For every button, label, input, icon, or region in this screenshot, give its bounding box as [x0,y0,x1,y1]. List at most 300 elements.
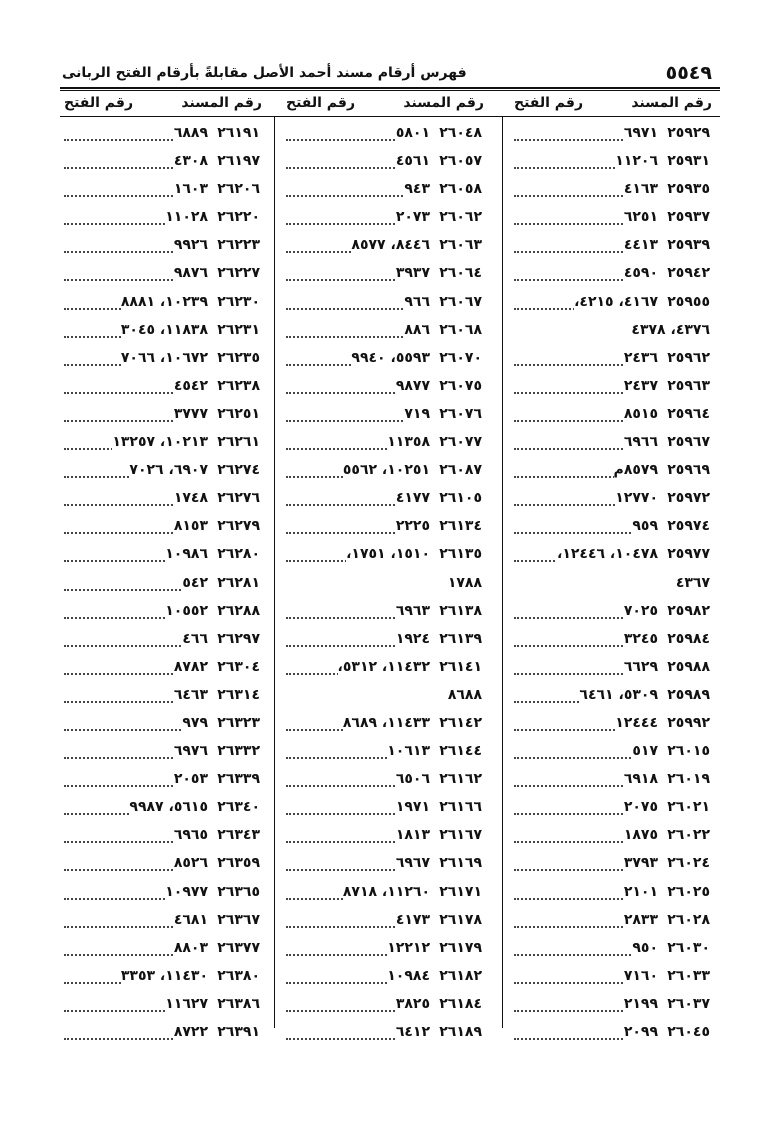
fath-number: ١١٤٣٢، ٥٣١٢، [337,658,430,675]
index-entry [508,457,720,485]
fath-number: ٩٩٢٦ [173,237,208,254]
index-entry [280,120,492,148]
fath-cell [286,799,430,815]
fath-number: ٦٥٠٦ [395,771,430,788]
index-entry [508,682,720,710]
fath-number: ٤٥٦١ [395,153,430,170]
fath-number: ٤٦٨١ [173,911,208,928]
index-entry [58,401,270,429]
index-entry [280,822,492,850]
index-entry [280,289,492,317]
musnad-number: ٢٦٠٤٨ [439,125,482,141]
fath-number: ٥٥٩٣، ٩٩٤٠ [351,349,430,366]
fath-cell [286,294,430,310]
fath-number: ٦٦٢٩ [623,658,658,675]
fath-cell [286,827,430,843]
index-entry [508,317,720,345]
musnad-number: ٢٦٠١٥ [667,743,710,760]
index-rows [280,120,492,1047]
index-entry [58,794,270,822]
fath-number: ٥٤٢ [182,574,208,591]
index-entry [280,879,492,907]
fath-cell [64,743,208,759]
fath-cell [64,125,208,141]
fath-cell [64,968,208,984]
musnad-number: ٢٦٠٧٠ [439,349,482,366]
fath-number: ٦٩٦٥ [173,827,208,844]
musnad-number: ٢٦٢٢٠ [217,209,260,226]
fath-cell [286,462,430,478]
fath-number: ٩٧٩ [182,714,208,731]
musnad-number: ٢٦٣٣٢ [217,743,260,760]
fath-number: ٢٢٢٥ [395,518,430,535]
musnad-number: ٢٦٠٢٥ [667,883,710,900]
index-entry [280,541,492,569]
running-title: فهرس أرقام مسند أحمد الأصل مقابلةً بأرقام الفتح الربانى [62,65,467,81]
index-entry [508,373,720,401]
index-entry [280,232,492,260]
page-number: ٥٥٤٩ [665,62,712,84]
musnad-header: رقم المسند [403,95,484,111]
fath-number: ٦٩٠٧، ٧٠٢٦ [129,462,208,479]
fath-number: ١٠٢٥١، ٥٥٦٢ [342,462,430,479]
fath-cell [286,715,430,731]
index-entry [280,598,492,626]
musnad-number: ٢٦٠٣٣ [667,967,710,984]
fath-cell [64,462,208,478]
fath-cell [64,378,208,394]
fath-cell [64,209,208,225]
fath-number: ٦٩٦٧ [395,855,430,872]
fath-number: ٦٩٦٦ [623,434,658,451]
index-entry [280,794,492,822]
musnad-number: ٢٥٩٩٢ [667,714,710,731]
fath-cell [64,490,208,506]
musnad-number: ٢٥٩٦٢ [667,349,710,366]
index-entry [58,626,270,654]
musnad-number: ٢٥٩٥٥ [667,293,710,310]
index-entry [58,991,270,1019]
index-entry [280,373,492,401]
musnad-number: ٢٦٠٢٢ [667,827,710,844]
musnad-number: ٢٦٠٤٥ [667,1024,710,1040]
musnad-number: ٢٦٣٨٠ [217,967,260,984]
fath-cell [64,1024,208,1040]
musnad-number: ٢٦٠٢٤ [667,855,710,872]
fath-cell [64,546,208,562]
fath-cell [64,237,208,253]
fath-number: ١٨٧٥ [623,827,658,844]
fath-cell [514,209,658,225]
fath-cell [286,406,430,422]
musnad-number: ٢٦٠٨٧ [439,462,482,479]
fath-cell [286,350,430,366]
musnad-number: ٢٦١٦٧ [439,827,482,844]
index-entry [58,654,270,682]
fath-number: ١٨١٣ [395,827,430,844]
fath-header: رقم الفتح [286,95,356,111]
fath-number: ١٢٧٧٠ [615,490,658,507]
fath-cell [286,490,430,506]
musnad-number: ٢٦١٨٢ [439,967,482,984]
fath-cell [286,771,430,787]
index-entry [58,598,270,626]
musnad-number: ٢٦١٧١ [439,883,482,900]
fath-number: ٨٤٤٦، ٨٥٧٧ [351,237,430,254]
fath-cell [286,518,430,534]
index-entry [508,654,720,682]
musnad-number: ٢٥٩٧٢ [667,490,710,507]
index-entry [508,401,720,429]
musnad-number: ٢٦٢٣٥ [217,349,260,366]
fath-number: ٢٠٥٣ [173,771,208,788]
musnad-number: ٢٥٩٦٧ [667,434,710,451]
fath-number: ٢١٩٩ [623,995,658,1012]
fath-cell [64,322,208,338]
musnad-number: ٢٦٣٥٩ [217,855,260,872]
index-entry [280,766,492,794]
index-entry [508,148,720,176]
musnad-number: ٢٦٣٠٤ [217,658,260,675]
index-entry [58,1019,270,1047]
index-entry [58,289,270,317]
musnad-number: ٢٦٣٩١ [217,1024,260,1040]
index-entry [508,935,720,963]
fath-number: ٢٨٣٣ [623,911,658,928]
fath-cell [64,294,208,310]
index-entry [58,963,270,991]
index-entry [280,654,492,682]
fath-cell [64,996,208,1012]
fath-number: ١٠٩٨٤ [387,967,430,984]
index-entry [508,1019,720,1047]
header-rule-thin [60,90,720,91]
musnad-number: ٢٥٩٦٣ [667,377,710,394]
fath-number: ٣٢٤٥ [623,630,658,647]
fath-cell [64,884,208,900]
fath-number: ٨٥١٥ [623,405,658,422]
fath-number: ٣٩٣٧ [395,265,430,282]
musnad-number: ٢٦٠٣٠ [667,939,710,956]
fath-number: ٢١٠١ [623,883,658,900]
fath-cell [286,546,430,562]
fath-number: ١٥١٠، ١٧٥١، [346,546,430,563]
musnad-number: ٢٦١٣٤ [439,518,482,535]
fath-number: ١١٤٣٠، ٣٣٥٣ [120,967,208,984]
musnad-number: ٢٦٢٦١ [217,434,260,451]
fath-number: ٨٨٠٣ [173,939,208,956]
musnad-number: ٢٦٢٧٤ [217,462,260,479]
musnad-number: ٢٦١٩١ [217,125,260,141]
index-entry [280,513,492,541]
header-rule [60,87,720,89]
fath-number: ١٩٧١ [395,799,430,816]
fath-cell [286,603,430,619]
index-rows [58,120,270,1047]
fath-cell [514,434,658,450]
musnad-number: ٢٦٠٦٤ [439,265,482,282]
index-entry [508,176,720,204]
index-entry [280,991,492,1019]
fath-cell [286,181,430,197]
fath-cell [514,575,710,591]
fath-cell [64,827,208,843]
index-rows [508,120,720,1047]
fath-number: ١٠٩٨٦ [165,546,208,563]
fath-cell [514,996,658,1012]
musnad-number: ٢٥٩٨٨ [667,658,710,675]
fath-number: ١٠٢١٣، ١٣٢٥٧ [112,434,208,451]
musnad-number: ٢٦١٤١ [439,658,482,675]
page-header [62,62,712,88]
fath-cell [514,406,658,422]
index-entry [508,485,720,513]
musnad-number: ٢٦٠٥٧ [439,153,482,170]
fath-cell [64,855,208,871]
musnad-number: ٢٦٢٨١ [217,574,260,591]
musnad-number: ٢٦٢٢٧ [217,265,260,282]
fath-number: ٢٠٩٩ [623,1024,658,1040]
index-entry [58,345,270,373]
fath-cell [286,996,430,1012]
index-entry [58,935,270,963]
fath-number: ٤٥٩٠ [623,265,658,282]
index-entry [508,429,720,457]
fath-number: ٥١٧ [632,743,658,760]
index-entry [508,232,720,260]
fath-number: ١٠٢٣٩، ٨٨٨١ [120,293,208,310]
fath-cell [286,1024,430,1040]
fath-number: ١١٢٠٦ [615,153,658,170]
fath-number: ١٠٥٥٢ [165,602,208,619]
fath-cell [286,855,430,871]
musnad-number: ٢٦٢٨٠ [217,546,260,563]
fath-number: ٢٤٣٦ [623,349,658,366]
musnad-number: ٢٦٠٦٢ [439,209,482,226]
fath-number: ٤١٦٧، ٤٢١٥، [574,293,658,310]
musnad-number: ٢٦٣١٤ [217,686,260,703]
fath-number: ٤١٦٣ [623,181,658,198]
musnad-number: ٢٥٩٧٤ [667,518,710,535]
index-entry [280,682,492,710]
musnad-number: ٢٥٩٢٩ [667,125,710,141]
fath-cell [514,827,658,843]
musnad-number: ٢٦٢٢٣ [217,237,260,254]
fath-cell [64,940,208,956]
index-entry [508,345,720,373]
fath-number: ١١٨٣٨، ٣٠٤٥ [120,321,208,338]
musnad-number: ٢٥٩٦٤ [667,405,710,422]
fath-number: ٩٥٠ [632,939,658,956]
musnad-number: ٢٦١٠٥ [439,490,482,507]
fath-cell [286,322,430,338]
musnad-number: ٢٦١٣٩ [439,630,482,647]
fath-cell [64,181,208,197]
fath-cell [64,771,208,787]
index-entry [508,766,720,794]
fath-number: ٥٨٠١ [395,125,430,141]
fath-cell [514,968,658,984]
fath-number: ١١٤٣٣، ٨٦٨٩ [342,714,430,731]
fath-cell [514,884,658,900]
fath-number: ١٠٩٧٧ [165,883,208,900]
column-header [58,92,270,116]
musnad-number: ٢٦١٩٧ [217,153,260,170]
musnad-number: ٢٦١٦٩ [439,855,482,872]
index-entry [280,176,492,204]
fath-cell [286,968,430,984]
index-entry [58,485,270,513]
fath-number: ٨١٥٣ [173,518,208,535]
fath-number: ٢٤٣٧ [623,377,658,394]
fath-cell [286,743,430,759]
fath-cell [64,575,208,591]
fath-cell [514,771,658,787]
fath-cell [514,631,658,647]
index-entry [280,738,492,766]
musnad-number: ٢٦٠٦٧ [439,293,482,310]
fath-cell [64,518,208,534]
musnad-number: ٢٦٠٢١ [667,799,710,816]
musnad-number: ٢٦٢٣١ [217,321,260,338]
fath-number: ١١٢٦٠، ٨٧١٨ [342,883,430,900]
column-header [280,92,492,116]
index-entry [58,850,270,878]
index-entry [280,907,492,935]
index-entry [508,710,720,738]
fath-cell [286,687,482,703]
musnad-number: ٢٦٣٦٥ [217,883,260,900]
fath-cell [514,322,710,338]
fath-number: ٦٢٥١ [623,209,658,226]
index-entry [58,176,270,204]
musnad-number: ٢٦٣٦٧ [217,911,260,928]
fath-cell [514,153,658,169]
index-entry [280,626,492,654]
fath-number: ٨٧٨٢ [173,658,208,675]
index-entry [58,204,270,232]
musnad-number: ٢٦١٣٥ [439,546,482,563]
index-entry [58,260,270,288]
musnad-number: ٢٦٠٧٧ [439,434,482,451]
fath-cell [514,181,658,197]
index-column-2 [280,92,492,1047]
fath-number: ٢٠٧٣ [395,209,430,226]
musnad-number: ٢٦٠٦٨ [439,321,482,338]
fath-cell [514,462,658,478]
fath-number: ٥٦١٥، ٩٩٨٧ [129,799,208,816]
index-entry [280,963,492,991]
fath-number: ٢٠٧٥ [623,799,658,816]
index-entry [280,204,492,232]
fath-number: ٧١٩ [404,405,430,422]
fath-header: رقم الفتح [514,95,584,111]
musnad-header: رقم المسند [181,95,262,111]
fath-cell [514,799,658,815]
fath-cell [514,603,658,619]
musnad-number: ٢٥٩٣١ [667,153,710,170]
fath-cell [286,125,430,141]
fath-number: ٤٤١٣ [623,237,658,254]
musnad-number: ٢٥٩٦٩ [667,462,710,479]
fath-number: ٣٨٢٥ [395,995,430,1012]
index-entry [58,710,270,738]
musnad-number: ٢٦٠١٩ [667,771,710,788]
musnad-number: ٢٥٩٣٥ [667,181,710,198]
musnad-number: ٢٦١٧٩ [439,939,482,956]
fath-number: ٦٩١٨ [623,771,658,788]
index-entry [280,457,492,485]
index-entry [58,317,270,345]
musnad-number: ٢٥٩٨٤ [667,630,710,647]
fath-number: ١٠٦٧٢، ٧٠٦٦ [120,349,208,366]
index-entry [58,373,270,401]
index-entry [280,710,492,738]
fath-number: ١٠٤٧٨، ١٢٤٤٦، [557,546,658,563]
musnad-number: ٢٦١٤٢ [439,714,482,731]
fath-cell [286,265,430,281]
index-entry [508,598,720,626]
index-entry [280,317,492,345]
fath-cell [286,237,430,253]
fath-cell [514,350,658,366]
index-entry [58,766,270,794]
index-entry [58,457,270,485]
index-entry [58,148,270,176]
musnad-number: ٢٦٣٨٦ [217,995,260,1012]
index-entry [280,570,492,598]
fath-cell [64,912,208,928]
musnad-number: ٢٦٢٧٦ [217,490,260,507]
index-entry [508,120,720,148]
musnad-number: ٢٥٩٨٩ [667,686,710,703]
fath-cell [514,546,658,562]
musnad-number: ٢٥٩٨٢ [667,602,710,619]
fath-cell [64,687,208,703]
musnad-number: ٢٦٠٣٧ [667,995,710,1012]
index-entry [58,738,270,766]
fath-number: ١٦٠٣ [173,181,208,198]
column-header [508,92,720,116]
fath-number: ٩٨٧٦ [173,265,208,282]
index-entry [58,429,270,457]
musnad-number: ٢٥٩٣٧ [667,209,710,226]
musnad-number: ٢٦٢٩٧ [217,630,260,647]
musnad-number: ٢٦٣٤٠ [217,799,260,816]
fath-number: ١١٦٢٧ [165,995,208,1012]
index-entry [58,513,270,541]
musnad-number: ٢٦٠٢٨ [667,911,710,928]
index-entry [280,148,492,176]
index-entry [280,935,492,963]
fath-number: ٤١٧٧ [395,490,430,507]
fath-cell [514,687,658,703]
musnad-number: ٢٦٢٧٩ [217,518,260,535]
index-entry [58,822,270,850]
musnad-number: ٢٦٢٠٦ [217,181,260,198]
fath-cell [286,434,430,450]
musnad-number: ٢٦١٣٨ [439,602,482,619]
fath-cell [286,631,430,647]
fath-cell [514,743,658,759]
musnad-number: ٢٦٢٥١ [217,405,260,422]
index-entry [508,991,720,1019]
index-column-3 [58,92,270,1047]
fath-number: ٦٩٦٣ [395,602,430,619]
index-entry [508,879,720,907]
fath-number: ٣٧٧٧ [173,405,208,422]
index-entry [508,794,720,822]
